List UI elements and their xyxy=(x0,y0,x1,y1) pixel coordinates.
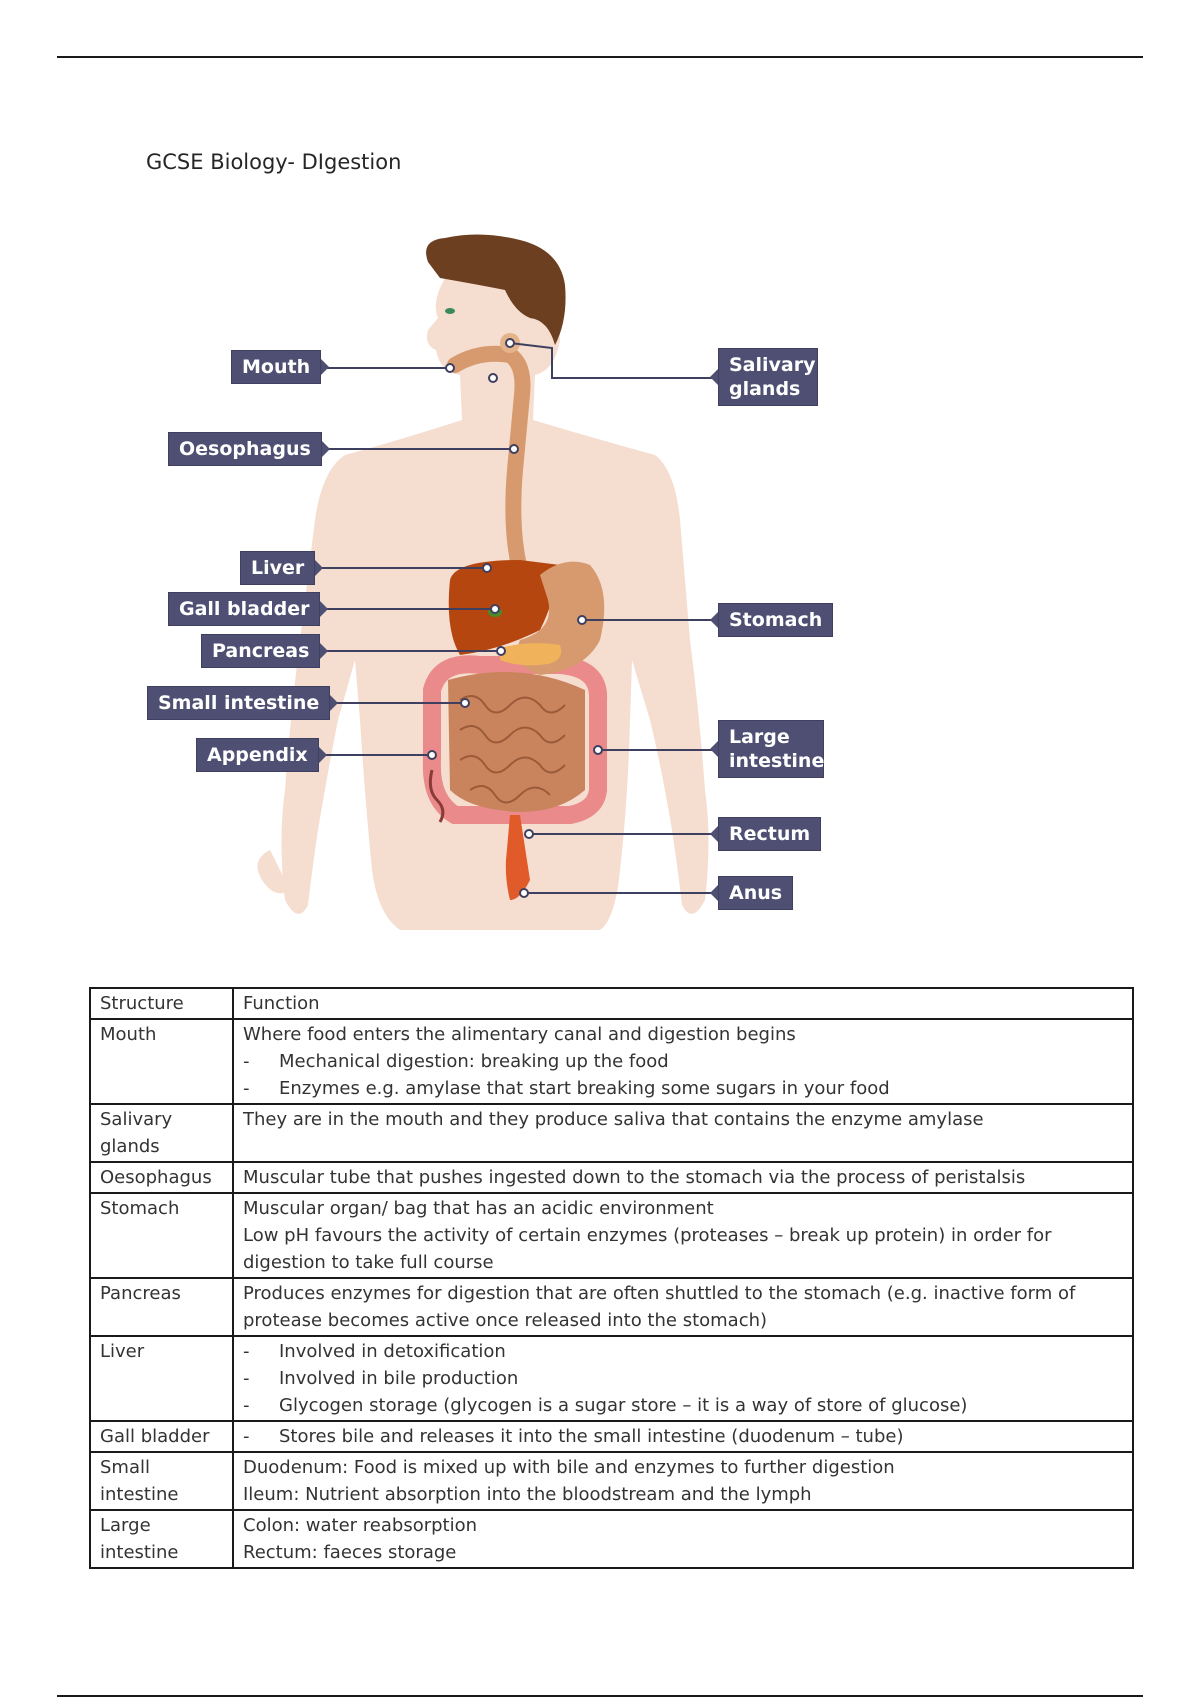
structure-cell: Stomach xyxy=(90,1193,233,1278)
function-line xyxy=(243,1539,1123,1566)
function-cell xyxy=(233,1452,1133,1510)
label-small-intestine: Small intestine xyxy=(147,686,330,720)
function-line xyxy=(243,1106,1123,1133)
function-cell xyxy=(233,1421,1133,1452)
function-text: Colon: water reabsorption xyxy=(243,1515,478,1536)
function-text: They are in the mouth and they produce saliva that contains the enzyme amylase xyxy=(243,1109,984,1130)
function-cell xyxy=(233,1336,1133,1421)
label-salivary-glands: Salivary glands xyxy=(718,348,818,406)
table-row xyxy=(90,1193,1133,1278)
table-row xyxy=(90,1162,1133,1193)
label-mouth: Mouth xyxy=(231,350,321,384)
function-text: Mechanical digestion: breaking up the food xyxy=(279,1051,669,1072)
function-text: Involved in detoxification xyxy=(279,1341,506,1362)
function-line xyxy=(243,1338,1123,1365)
function-cell xyxy=(233,1104,1133,1162)
label-oesophagus: Oesophagus xyxy=(168,432,322,466)
bottom-rule xyxy=(57,1695,1143,1697)
function-line xyxy=(243,1365,1123,1392)
function-text: Produces enzymes for digestion that are often shuttled to the stomach (e.g. inactive form of protease becomes active once released into the stomach) xyxy=(243,1283,1076,1331)
structure-cell: Large intestine xyxy=(90,1510,233,1568)
header-structure: Structure xyxy=(90,988,233,1019)
structure-cell: Salivary glands xyxy=(90,1104,233,1162)
bullet-dash: - xyxy=(243,1341,250,1362)
function-text: Glycogen storage (glycogen is a sugar store – it is a way of store of glucose) xyxy=(279,1395,968,1416)
bullet-dash: - xyxy=(243,1078,250,1099)
function-line xyxy=(243,1392,1123,1419)
function-text: Ileum: Nutrient absorption into the bloodstream and the lymph xyxy=(243,1484,812,1505)
function-text: Duodenum: Food is mixed up with bile and enzymes to further digestion xyxy=(243,1457,895,1478)
label-large-intestine: Large intestine xyxy=(718,720,824,778)
function-line xyxy=(243,1481,1123,1508)
function-line xyxy=(243,1454,1123,1481)
function-line xyxy=(243,1048,1123,1075)
bullet-dash: - xyxy=(243,1426,250,1447)
label-anus: Anus xyxy=(718,876,793,910)
structure-cell: Gall bladder xyxy=(90,1421,233,1452)
header-function: Function xyxy=(233,988,1133,1019)
table-row xyxy=(90,1104,1133,1162)
structure-cell: Small intestine xyxy=(90,1452,233,1510)
function-cell xyxy=(233,1278,1133,1336)
label-liver: Liver xyxy=(240,551,315,585)
function-text: Rectum: faeces storage xyxy=(243,1542,457,1563)
label-stomach: Stomach xyxy=(718,603,833,637)
bullet-dash: - xyxy=(243,1368,250,1389)
structure-cell: Oesophagus xyxy=(90,1162,233,1193)
label-pancreas: Pancreas xyxy=(201,634,320,668)
table-row xyxy=(90,1510,1133,1568)
page-title: GCSE Biology- DIgestion xyxy=(146,150,402,174)
structure-cell: Liver xyxy=(90,1336,233,1421)
function-text: Muscular tube that pushes ingested down to the stomach via the process of peristalsis xyxy=(243,1167,1026,1188)
function-cell xyxy=(233,1162,1133,1193)
function-line xyxy=(243,1222,1123,1276)
function-text: Where food enters the alimentary canal and digestion begins xyxy=(243,1024,796,1045)
table-row xyxy=(90,1336,1133,1421)
function-cell xyxy=(233,1019,1133,1104)
function-line xyxy=(243,1164,1123,1191)
table-row xyxy=(90,1452,1133,1510)
function-line xyxy=(243,1280,1123,1334)
function-line xyxy=(243,1423,1123,1450)
function-line xyxy=(243,1075,1123,1102)
structure-cell: Pancreas xyxy=(90,1278,233,1336)
function-text: Muscular organ/ bag that has an acidic environment xyxy=(243,1198,714,1219)
function-cell xyxy=(233,1510,1133,1568)
function-line xyxy=(243,1512,1123,1539)
bullet-dash: - xyxy=(243,1395,250,1416)
function-text: Low pH favours the activity of certain enzymes (proteases – break up protein) in order for digestion to take full course xyxy=(243,1225,1052,1273)
table-row xyxy=(90,1019,1133,1104)
table-header-row xyxy=(90,988,1133,1019)
label-gall-bladder: Gall bladder xyxy=(168,592,320,626)
structure-function-table xyxy=(89,987,1134,1569)
table-row xyxy=(90,1278,1133,1336)
function-line xyxy=(243,1021,1123,1048)
label-rectum: Rectum xyxy=(718,817,821,851)
function-text: Involved in bile production xyxy=(279,1368,519,1389)
function-text: Stores bile and releases it into the small intestine (duodenum – tube) xyxy=(279,1426,904,1447)
bullet-dash: - xyxy=(243,1051,250,1072)
function-cell xyxy=(233,1193,1133,1278)
function-text: Enzymes e.g. amylase that start breaking some sugars in your food xyxy=(279,1078,890,1099)
table-row xyxy=(90,1421,1133,1452)
label-appendix: Appendix xyxy=(196,738,319,772)
structure-cell: Mouth xyxy=(90,1019,233,1104)
function-line xyxy=(243,1195,1123,1222)
